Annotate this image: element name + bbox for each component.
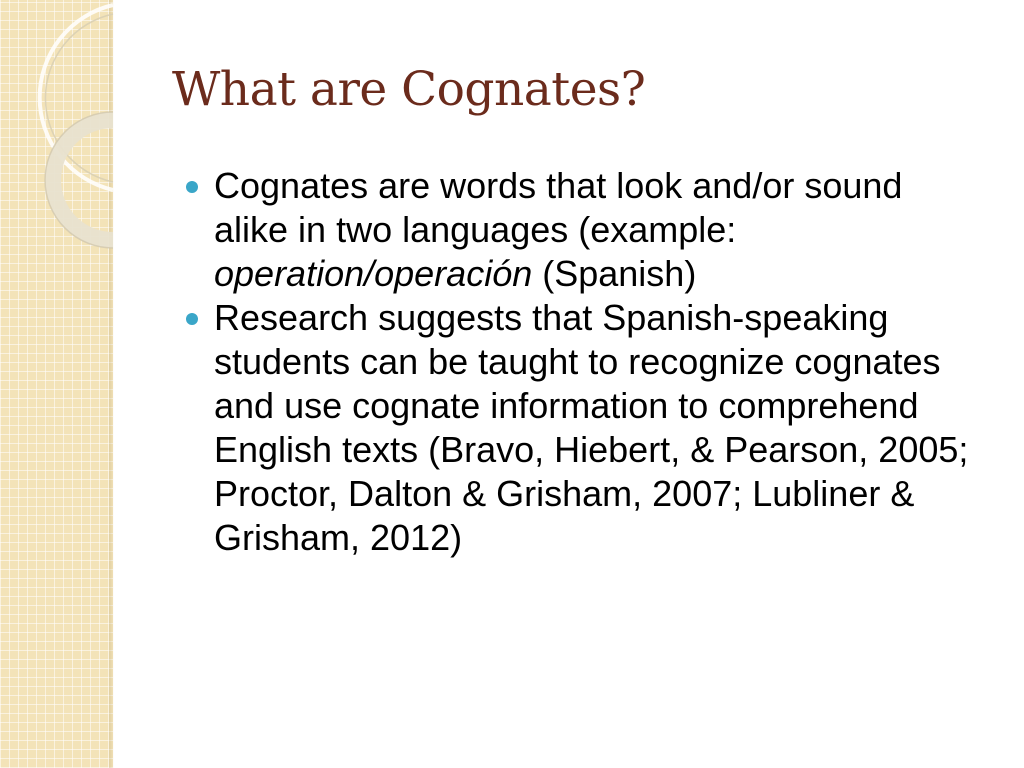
bullet-icon <box>186 313 198 325</box>
bullet-icon <box>186 181 198 193</box>
bullet-list <box>183 164 973 560</box>
bullet-text: Research suggests that Spanish-speaking students can be taught to recognize cognates and use cognate information to comprehend English texts (Bravo, Hiebert, & Pearson, 2005; Proctor, Dalton & Grisham, 2007; Lubliner & Grisham, 2012) <box>214 297 969 558</box>
bullet-text-part: (Spanish) <box>532 253 697 294</box>
bullet-example-italic: operation/operación <box>214 253 533 294</box>
bullet-item <box>183 296 973 560</box>
slide-title: What are Cognates? <box>172 62 646 117</box>
bullet-text-part: Cognates are words that look and/or sound alike in two languages (example: <box>214 165 903 250</box>
decorative-rings-graphic <box>0 0 130 260</box>
bullet-text <box>214 165 902 294</box>
bullet-item <box>183 164 973 296</box>
